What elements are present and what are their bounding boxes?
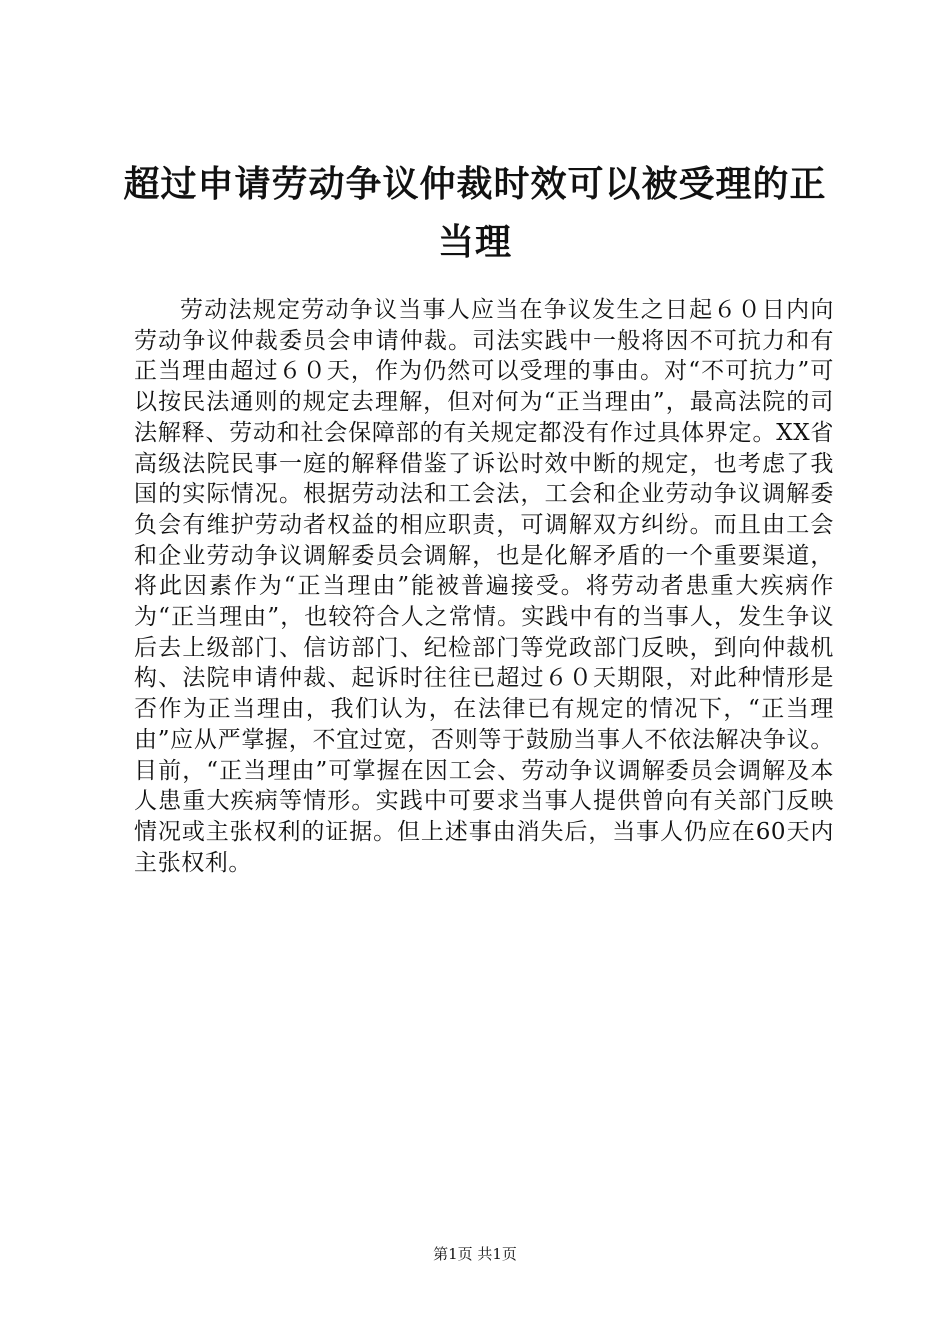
page-footer: 第1页 共1页: [433, 1245, 517, 1263]
body-paragraph: 劳动法规定劳动争议当事人应当在争议发生之日起６０日内向劳动争议仲裁委员会申请仲裁。司法实践中一般将因不可抗力和有正当理由超过６０天，作为仍然可以受理的事由。对“不可抗力”可以按民法通则的规定去理解，但对何为“正当理由”，最高法院的司法解释、劳动和社会保障部的有关规定都没有作过具体界定。XX省高级法院民事一庭的解释借鉴了诉讼时效中断的规定，也考虑了我国的实际情况。根据劳动法和工会法，工会和企业劳动争议调解委负会有维护劳动者权益的相应职责，可调解双方纠纷。而且由工会和企业劳动争议调解委员会调解，也是化解矛盾的一个重要渠道，将此因素作为“正当理由”能被普遍接受。将劳动者患重大疾病作为“正当理由”，也较符合人之常情。实践中有的当事人，发生争议后去上级部门、信访部门、纪检部门等党政部门反映，到向仲裁机构、法院申请仲裁、起诉时往往已超过６０天期限，对此种情形是否作为正当理由，我们认为，在法律已有规定的情况下，“正当理由”应从严掌握，不宜过宽，否则等于鼓励当事人不依法解决争议。目前，“正当理由”可掌握在因工会、劳动争议调解委员会调解及本人患重大疾病等情形。实践中可要求当事人提供曾向有关部门反映情况或主张权利的证据。但上述事由消失后，当事人仍应在60天内主张权利。: [134, 297, 834, 876]
document-title: 超过申请劳动争议仲裁时效可以被受理的正当理: [123, 163, 827, 263]
